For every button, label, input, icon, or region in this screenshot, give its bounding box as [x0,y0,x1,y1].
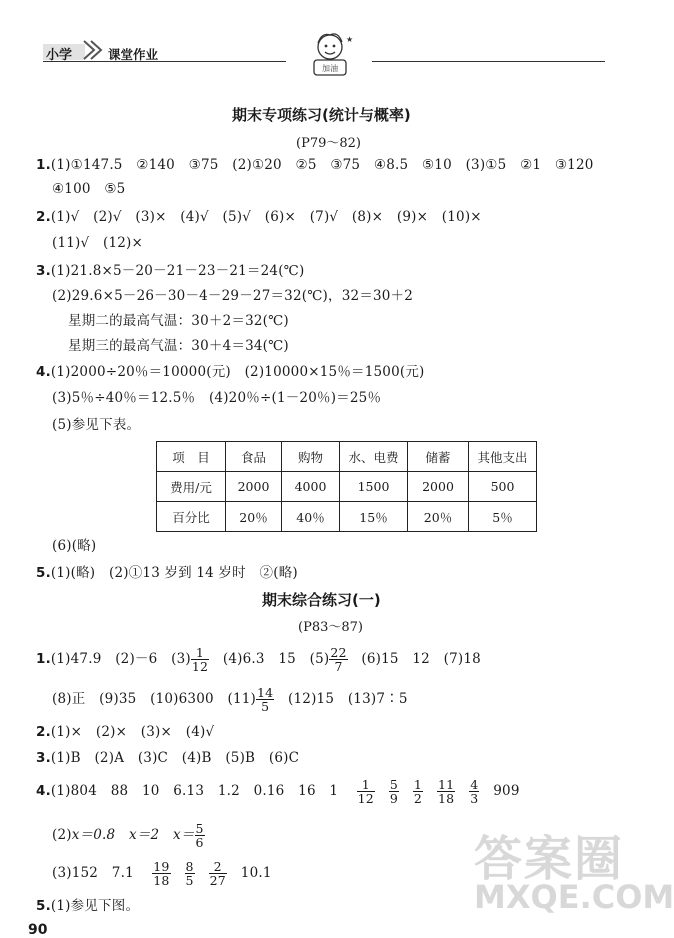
table-cell: 500 [469,472,537,502]
header-label-right: 课堂作业 [108,47,159,62]
table-row [157,502,537,532]
table-header-cell: 项 目 [157,442,226,472]
answer-line: 星期三的最高气温：30＋4＝34(℃) [68,338,289,354]
table-cell: 20％ [226,502,282,532]
answer-line: 3.(1)21.8×5－20－21－23－21＝24(℃) [36,263,305,279]
table-cell: 15％ [340,502,408,532]
answer-line: (3)5％÷40％＝12.5％ (4)20％÷(1－20％)＝25％ [52,390,382,406]
double-chevron-icon [80,38,106,62]
watermark-logo: 答案圈 [474,831,625,887]
svg-text:加油: 加油 [322,64,338,73]
table-cell: 2000 [408,472,469,502]
page-number: 90 [28,922,48,938]
section2-title: 期末综合练习(一) [262,591,381,609]
table-header-cell: 储蓄 [408,442,469,472]
fraction: $\frac{1}{12}$ [191,645,209,674]
table-cell: 费用/元 [157,472,226,502]
answer-line-3: 3.(1)B (2)A (3)C (4)B (5)B (6)C [36,750,300,766]
svg-text:★: ★ [346,35,354,44]
answer-line-1a: 1.(1)47.9 (2)－6 (3) $\frac{1}{12}$ (4)6.3 15 (5) $\frac{22}{7}$ (6)15 12 (7)18 [36,645,481,674]
header-rule-right [372,61,605,62]
table-header-cell: 其他支出 [469,442,537,472]
table-cell: 百分比 [157,502,226,532]
answer-line: 2.(1)√ (2)√ (3)× (4)√ (5)√ (6)× (7)√ (8)× (9)× (10)× [36,209,482,225]
fraction: $\frac{4}{3}$ [470,777,479,806]
fraction: $\frac{5}{6}$ [195,821,204,850]
answer-line: (2)29.6×5－26－30－4－29－27＝32(℃)，32＝30＋2 [52,288,414,304]
fraction: $\frac{8}{5}$ [185,859,194,888]
fraction: $\frac{5}{9}$ [389,777,399,806]
fraction: $\frac{19}{18}$ [153,859,170,888]
answer-line: 1.(1)①147.5 ②140 ③75 (2)①20 ②5 ③75 ④8.5 ⑤10 (3)①5 ②1 ③120 [36,157,594,173]
fraction: $\frac{22}{7}$ [330,645,347,674]
answer-line: ④100 ⑤5 [52,181,126,197]
section2-pages: (P83～87) [298,620,363,635]
table-cell: 20％ [408,502,469,532]
answer-line: 5.(1)(略) (2)①13 岁到 14 岁时 ②(略) [36,565,298,581]
answer-line: (6)(略) [52,538,97,554]
table-header-row [157,442,537,472]
answer-line-4a: 4.(1)804 88 10 6.13 1.2 0.16 16 1 $\frac{1}{12}$ $\frac{5}{9}$ $\frac{1}{2}$ $\frac{11}{18}$ $\frac{4}{3}$ 909 [36,777,520,806]
table-cell: 5％ [469,502,537,532]
fraction: $\frac{11}{18}$ [437,777,455,806]
expense-table [156,441,537,532]
fraction: $\frac{1}{2}$ [413,777,423,806]
header-rule-left [43,61,286,62]
answer-line: (5)参见下表。 [52,417,141,433]
section1-title: 期末专项练习(统计与概率) [232,106,411,124]
answer-line: (11)√ (12)× [52,235,144,251]
answer-line-5: 5.(1)参见下图。 [36,898,140,914]
answer-line-4b: (2)x＝0.8 x＝2 x＝ $\frac{5}{6}$ [52,821,204,850]
header-label-left: 小学 [46,48,73,63]
table-cell: 2000 [226,472,282,502]
table-row [157,472,537,502]
answer-line: 4.(1)2000÷20％＝10000(元) (2)10000×15％＝1500(元) [36,364,425,380]
fraction: $\frac{2}{27}$ [209,859,226,888]
watermark-url: MXQE.COM [474,878,674,916]
section1-pages: (P79～82) [296,136,361,151]
fraction: $\frac{1}{12}$ [357,777,374,806]
table-cell: 1500 [340,472,408,502]
table-cell: 4000 [282,472,340,502]
mascot-icon [300,30,364,80]
table-header-cell: 水、电费 [340,442,408,472]
table-cell: 40％ [282,502,340,532]
answer-line-1b: (8)正 (9)35 (10)6300 (11) $\frac{14}{5}$ (12)15 (13)7∶5 [52,685,408,714]
table-header-cell: 购物 [282,442,340,472]
answer-line-2: 2.(1)× (2)× (3)× (4)√ [36,724,215,740]
answer-line: 星期二的最高气温：30＋2＝32(℃) [68,313,289,329]
answer-line-4c: (3)152 7.1 $\frac{19}{18}$ $\frac{8}{5}$ $\frac{2}{27}$ 10.1 [52,859,272,888]
fraction: $\frac{14}{5}$ [257,685,274,714]
table-header-cell: 食品 [226,442,282,472]
